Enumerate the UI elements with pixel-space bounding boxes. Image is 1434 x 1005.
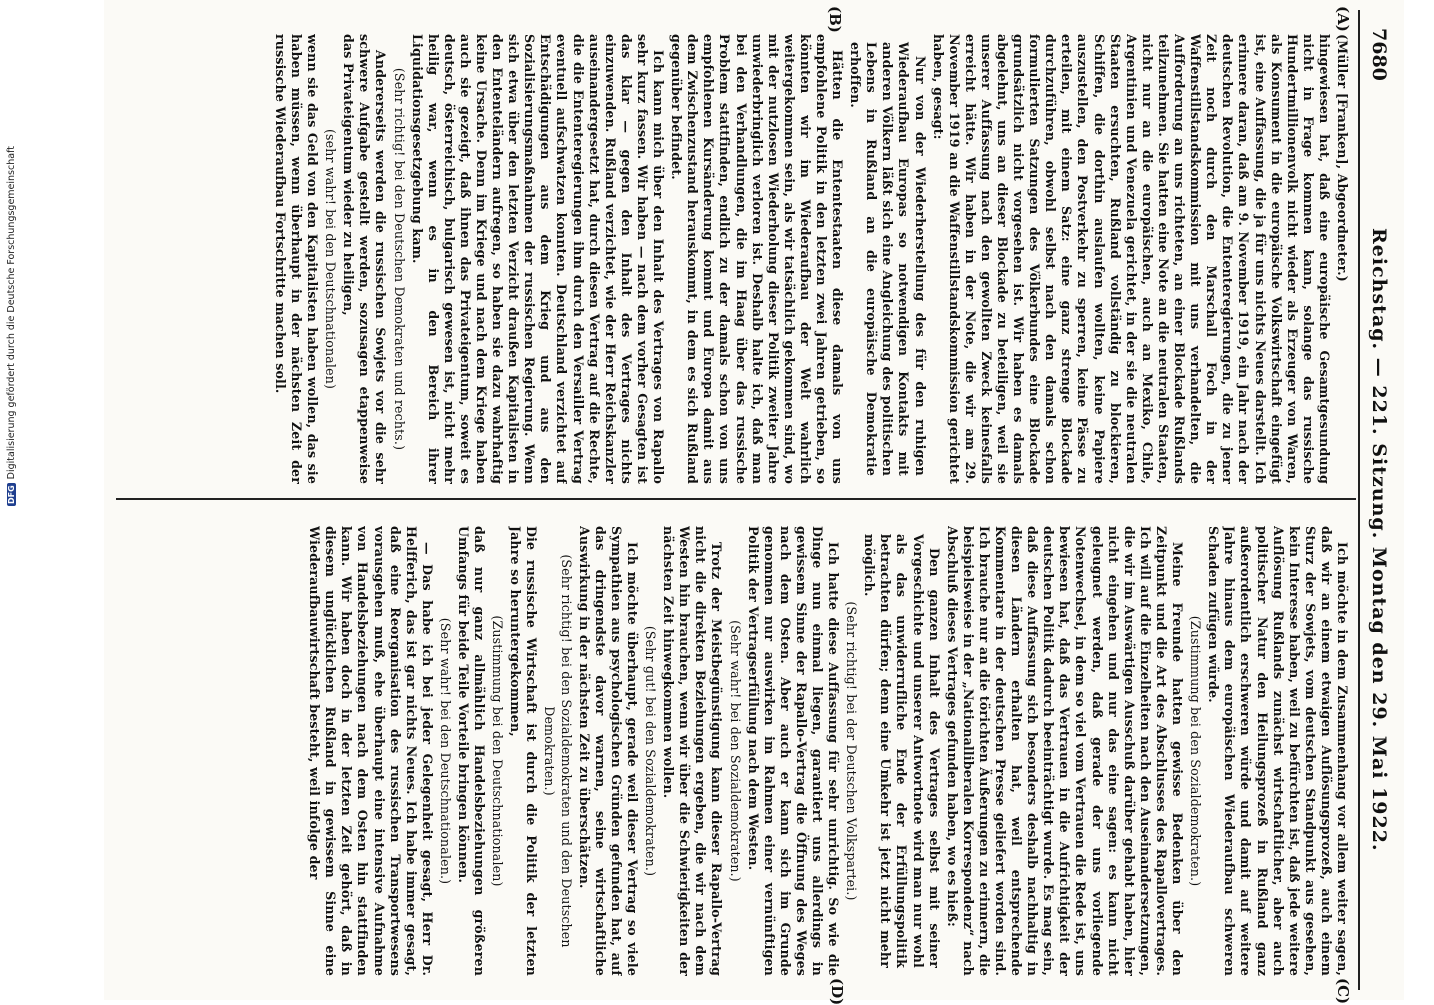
paragraph: Die russische Wirtschaft ist durch die Politik der letzten Jahre so heruntergekommen, xyxy=(508,526,540,976)
block-quote: Den ganzen Inhalt des Vertrages selbst mit seiner Vorgeschichte und unserer Antwortnote wird man nur wohl als das unwiderrufliche Ende der Erfüllungspolitik betrachten dürfen; denn eine Umkehr ist jetzt nicht mehr möglich. xyxy=(862,534,942,968)
paragraph: Andererseits werden die russischen Sowjets vor die sehr schwere Aufgabe gestellt werden, sozusagen etappenweise das Privateigentum wieder zu heiligen, xyxy=(341,34,389,484)
page-header xyxy=(1364,28,1390,972)
header-rule xyxy=(1358,10,1360,990)
paragraph: Ich kann mich über den Inhalt des Vertrages von Rapallo sehr kurz fassen. Wir haben — nach dem vorher Gesagten ist das klar — gegen den Inhalt des Vertrages nichts einzuwenden. Rußland verzichtet, wie der Herr Reichskanzler auseinandergesetzt hat, durch diesen Vertrag auf die Rechte, die die Ententeregierungen ihm durch den Versailler Vertrag eventuell aufschwatzen konnten. Deutschland verzichtet auf Entschädigungen aus dem Krieg und aus den Sozialisierungsmaßnahmen der russischen Regierung. Wenn sich etwa über den letzten Verzicht draußen Kapitalisten in den Ententeländern aufregen, so haben sie dazu wahrhaftig keine Ursache. Denn im Kriege und nach dem Kriege haben auch sie gezeigt, daß ihnen das Privateigentum, soweit es deutsch, österreichisch, bulgarisch gewesen ist, nicht mehr heilig war, wenn es in den Bereich ihrer Liquidationsgesetzgebung kam. xyxy=(409,34,667,484)
margin-marker-d: (D) xyxy=(828,978,846,1005)
paragraph: Ich möchte in dem Zusammenhang vor allem weiter sagen, daß wir an einem etwaigen Auflösungsprozeß, auch einem Sturz der Sowjets, vom deutschen Standpunkt aus gesehen, kein Interesse haben, weil zu befürchten ist, daß jede weitere Auflösung Rußlands zunächst wirtschaftlicher, aber auch politischer Natur den Heilungsprozeß in Rußland ganz außerordentlich erschweren würde und damit auf weitere Jahre hinaus dem europäischen Wiederaufbau schweren Schaden zufügen würde. xyxy=(1206,526,1350,976)
margin-marker-b: (B) xyxy=(826,6,844,33)
interjection: (sehr wahr! bei den Deutschnationalen) xyxy=(323,128,339,390)
rotated-scanned-page xyxy=(104,0,1404,1005)
paragraph: — Das habe ich bei jeder Gelegenheit gesagt, Herr Dr. Helfferich, das ist gar nichts Neues. Ich habe immer gesagt, daß eine Reorganisation des russischen Transportwesens vorausgehen muß, ehe überhaupt eine intensive Aufnahme von Handelsbeziehungen nach dem Osten hin stattfinden kann. Wir haben doch in der letzten Zeit gehört, daß in diesem unglücklichen Rußland in gewissem Sinne eine Wiederaufbauwirtschaft besteht, weil infolge der xyxy=(307,526,435,976)
interjection: (Sehr richtig! bei den Sozialdemokraten und den Deutschen Demokraten.) xyxy=(542,554,574,948)
interjection: (Zustimmung bei den Sozialdemokraten.) xyxy=(1188,615,1204,887)
dfg-logo: DFG xyxy=(7,485,16,504)
paragraph: daß nur ganz allmählich Handelsbeziehungen größeren Umfangs für beide Teile Vorteile bringen können. xyxy=(456,526,488,976)
paragraph: Hätten die Ententestaaten diese damals von uns empfohlene Politik in den letzten zwei Jahren getrieben, so könnten wir im Wiederaufbau der Welt wahrlich weitergekommen sein, als wir tatsächlich gekommen sind, wo mit der nutzlosen Wiederholung dieser Politik zweiter Jahre unwiederbringlich verloren ist. Deshalb halte ich, daß man bei den Verhandlungen, die im Haag über das russische Problem stattfinden, endlich zu der damals schon von uns empfohlenen Kursänderung kommt und Europa damit aus dem Zwischenzustand herauskommt, in dem es sich Rußland gegenüber befindet. xyxy=(669,34,846,484)
interjection: (Sehr wahr! bei den Sozialdemokraten.) xyxy=(727,620,743,882)
interjection: (Sehr richtig! bei der Deutschen Volkspartei.) xyxy=(844,601,860,901)
margin-marker-c: (C) xyxy=(1334,978,1352,1005)
left-text-column xyxy=(114,34,1350,484)
interjection: (Zustimmung bei den Deutschnationalen) xyxy=(490,615,506,887)
paragraph: wenn sie das Geld von den Kapitalisten haben wollen, das sie haben müssen, wenn überhaupt in der nächsten Zeit der russische Wiederaufbau Fortschritte machen soll. xyxy=(272,34,321,484)
page-number: 7680 xyxy=(1368,28,1390,81)
running-title: Reichstag. — 221. Sitzung. Montag den 29. Mai 1922. xyxy=(1368,228,1390,852)
interjection: (Sehr richtig! bei den Deutschen Demokraten und rechts.) xyxy=(391,67,407,451)
margin-marker-a: (A) xyxy=(1334,6,1352,32)
credit-text: Digitalisierung gefördert durch die Deutsche Forschungsgemeinschaft xyxy=(6,146,17,480)
paragraph: Meine Freunde hatten gewisse Bedenken über den Zeitpunkt und die Art des Abschlusses des Rapallovertrages. Ich will auf die Einzelheiten nach den Auseinandersetzungen, die wir im Auswärtigen Ausschuß darüber gehabt haben, hier nicht eingehen und nur das eine sagen: es kann nicht geleugnet werden, daß gerade der uns vorliegende Notenwechsel, in dem so viel vom Vertrauen die Rede ist, uns bewiesen hat, daß das Vertrauen in die Aufrichtigkeit der deutschen Politik dadurch beeinträchtigt wurde. Es mag sein, daß diese Auffassung sich besonders deshalb nachhaltig in diesen Ländern erhalten hat, weil entsprechende Kommentare in der deutschen Presse geliefert worden sind. Ich brauche nur an die törichten Äußerungen zu erinnern, die beispielsweise in der „Nationalliberalen Korrespondenz“ nach Abschluß dieses Vertrages gefunden haben, wo es hieß: xyxy=(944,526,1186,976)
paragraph: hingewiesen hat, daß eine europäische Gesamtgesundung nicht in Frage kommen kann, solange das russische Hundertmillionenvolk nicht wieder als Erzeuger von Waren, als Konsument in die europäische Volkswirtschaft eingefügt ist, eine Auffassung, die ja für uns nichts Neues darstellt. Ich erinnere daran, daß am 9. November 1919, ein Jahr nach der deutschen Revolution, die Ententeregierungen, die zu jener Zeit noch durch den Marschall Foch in der Waffenstillstandskommission mit uns verhandelten, die Aufforderung an uns richteten, an einer Blockade Rußlands teilzunehmen. Sie hatten eine Note an die neutralen Staaten, nicht nur an die europäischen, auch an Mexiko, Chile, Argentinien und Venezuela gerichtet, in der sie die neutralen Staaten ersuchten, Rußland vollständig zu blockieren, Schiffen, die dorthin auslaufen wollten, keine Papiere auszustellen, den Postverkehr zu sperren, keine Pässe zu erteilen, mit einem Satz: eine ganz strenge Blockade durchzuführen, obwohl selbst nach den damals schon formulierten Satzungen des Völkerbundes eine Blockade grundsätzlich nicht vorgesehen ist. Wir haben es damals abgelehnt, uns an dieser Blockade zu beteiligen, weil sie unserer Auffassung nach den gewollten Zweck keinesfalls erreicht hätte. Wir haben in der Note, die wir am 29. November 1919 an die Waffenstillstandskommission gerichtet haben, gesagt: xyxy=(930,34,1332,484)
paragraph: Ich möchte überhaupt, gerade weil dieser Vertrag so viele Sympathien aus psychologischen Gründen gefunden hat, auf das dringendste davor warnen, seine wirtschaftliche Auswirkung in der nächsten Zeit zu überschätzen. xyxy=(576,526,640,976)
paragraph: Ich hatte diese Auffassung für sehr unrichtig. So wie die Dinge nun einmal liegen, garantiert uns allerdings in gewissem Sinne der Rapallo-Vertrag die Öffnung des Weges nach dem Osten. Aber auch er kann sich im Grunde genommen nur auswirken im Rahmen einer vernünftigen Politik der Vertragserfüllung nach dem Westen. xyxy=(745,526,842,976)
paragraph: Trotz der Meistbegünstigung kann dieser Rapallo-Vertrag nicht die direkten Beziehungen ergeben, die wir nach dem Westen hin brauchen, wenn wir über die Schwierigkeiten der nächsten Zeit hinwegkommen wollen. xyxy=(661,526,725,976)
paragraph: (Müller [Franken], Abgeordneter.) xyxy=(1335,34,1350,282)
digitization-credit xyxy=(6,0,20,506)
column-divider xyxy=(116,498,1356,500)
interjection: (Sehr gut! bei den Sozialdemokraten.) xyxy=(643,625,659,877)
interjection: (Sehr wahr! bei den Deutschnationalen.) xyxy=(437,617,453,885)
right-text-column xyxy=(114,526,1350,976)
block-quote: Nur von der Wiederherstellung des für den ruhigen Wiederaufbau Europas so notwendigen Kontakts mit anderen Völkern läßt sich eine Angleichung des politischen Lebens in Rußland an die europäische Demokratie erhoffen. xyxy=(848,42,928,476)
